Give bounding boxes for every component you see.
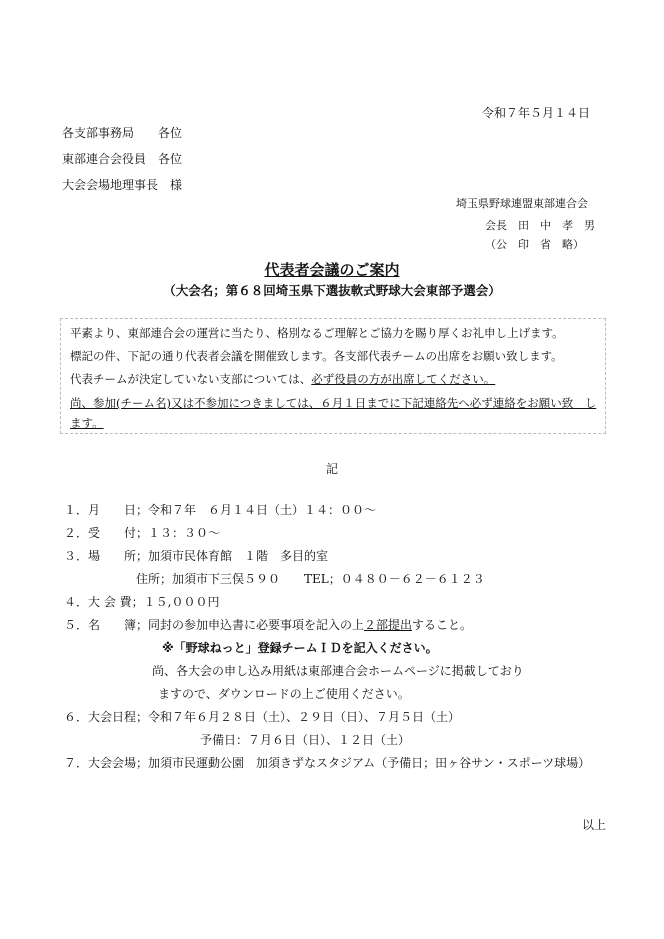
item-venue-address: 住所；加須市下三俣５９０ TEL；０４８０－６２－６１２３ [136,572,485,586]
tournament-name: （大会名；第６８回埼玉県下選抜軟式野球大会東部予選会） [163,283,501,298]
item-reserve-days: 予備日：７月６日（日）、１２日（土） [200,733,411,747]
intro-paragraph-2: 標記の件、下記の通り代表者会議を開催致します。各支部代表チームの出席をお願い致します。 [70,349,563,363]
item-venue: ３．場 所；加須市民体育館 １階 多目的室 [64,549,329,563]
sender-organization: 埼玉県野球連盟東部連合会 [456,197,588,210]
roster-lead: ５．名 簿；同封の参加申込書に必要事項を記入の上 [64,618,365,632]
download-note-2: ますので、ダウンロードの上ご使用ください。 [158,687,410,701]
ki-heading: 記 [325,462,338,476]
download-note-1: 尚、各大会の申し込み用紙は東部連合会ホームページに掲載しており [152,664,524,678]
document-title [0,261,664,279]
addressee-officers: 東部連合会役員 各位 [62,152,183,166]
intro-paragraph-3 [70,372,495,386]
title-text: 代表者会議のご案内 [264,261,400,279]
roster-emphasis: ２部提出 [364,618,413,632]
sender-name: 会長 田 中 孝 男 [485,219,595,232]
intro-p3-lead: 代表チームが決定していない支部については、 [70,372,312,386]
addressee-branch-offices: 各支部事務局 各位 [62,126,183,140]
roster-tail: すること。 [412,618,473,632]
item-fee: ４．大 会 費；１５,０００円 [64,595,220,609]
intro-paragraph-4: 尚、参加(チーム名)又は不参加につきましては、６月１日までに下記連絡先へ必ず連絡をお願い致 し [70,396,597,410]
intro-p3-emphasis: 必ず役員の方が出席してください。 [311,372,496,386]
item-schedule: ６．大会日程；令和７年６月２８日（土）、２９日（日）、７月５日（土） [64,710,461,724]
intro-paragraph-4-cont: ます。 [70,416,104,430]
item-reception: ２．受 付；１３：３０～ [64,526,221,540]
issue-date: 令和７年５月１４日 [482,106,591,120]
closing-mark: 以上 [582,818,607,832]
intro-paragraph-1: 平素より、東部連合会の運営に当たり、格別なるご理解とご協力を賜り厚くお礼申し上げます。 [70,326,564,340]
seal-omitted-note: （公 印 省 略） [485,238,584,251]
item-tournament-venue: ７．大会会場；加須市民運動公園 加須きずなスタジアム（予備日；田ヶ谷サン・スポーツ球場） [64,756,591,770]
addressee-venue-managers: 大会会場地理事長 様 [62,178,183,192]
team-id-note: ※「野球ねっと」登録チームＩＤを記入ください。 [162,641,438,655]
item-date: １．月 日；令和７年 ６月１４日（土）１４：００～ [64,503,377,517]
item-roster [64,618,472,632]
